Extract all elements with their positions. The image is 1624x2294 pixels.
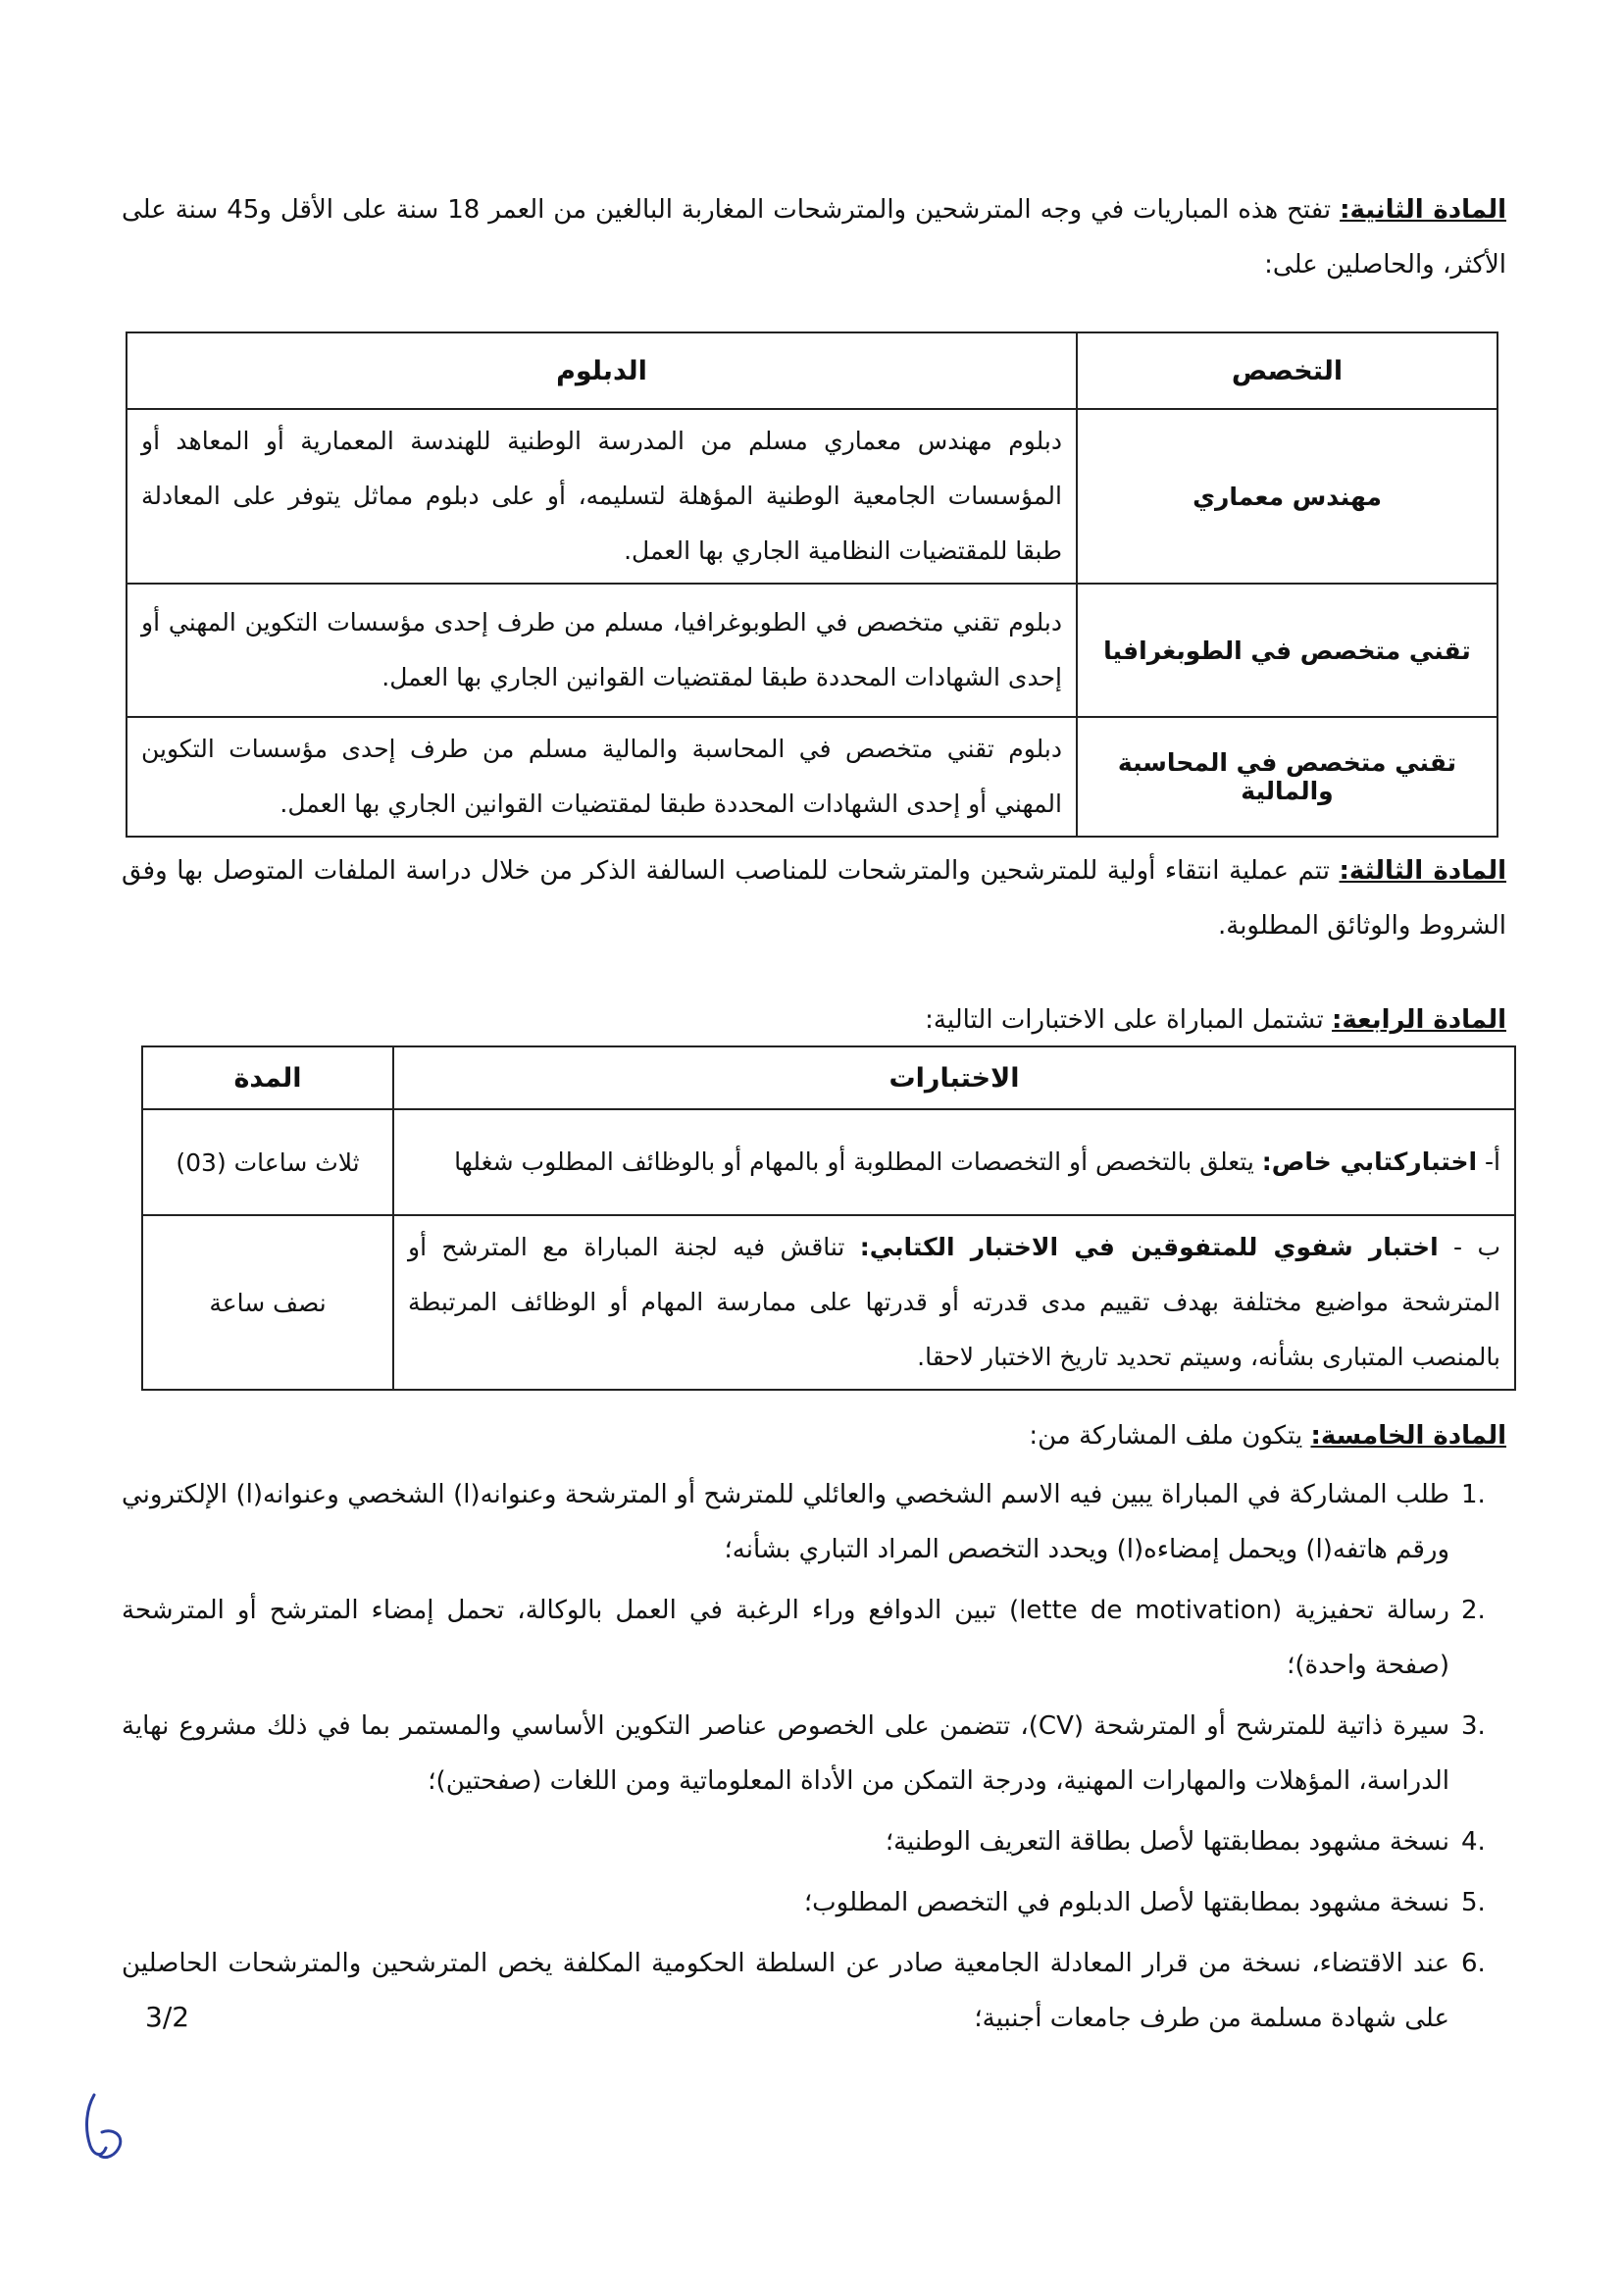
exam-cell: [393, 1109, 1515, 1215]
list-number: 5.: [1461, 1888, 1486, 1917]
list-number: 4.: [1461, 1827, 1486, 1857]
duration-cell: نصف ساعة: [142, 1215, 393, 1390]
table-row: [142, 1109, 1515, 1215]
list-item: [122, 1875, 1506, 1930]
article-4-text: تشتمل المباراة على الاختبارات التالية:: [925, 1005, 1333, 1035]
article-4-heading: المادة الرابعة:: [1332, 1005, 1506, 1035]
list-item: [122, 1814, 1506, 1869]
article-3-heading: المادة الثالثة:: [1339, 856, 1507, 886]
page-number: 3/2: [145, 2001, 190, 2033]
specialty-cell: تقني متخصص في المحاسبة والمالية: [1077, 717, 1497, 837]
list-item-text: نسخة مشهود بمطابقتها لأصل الدبلوم في التخصص المطلوب؛: [803, 1888, 1449, 1917]
exams-table: [141, 1045, 1516, 1391]
list-item: [122, 1467, 1506, 1577]
list-number: 2.: [1461, 1596, 1486, 1625]
list-number: 3.: [1461, 1711, 1486, 1741]
list-item: [122, 1699, 1506, 1809]
table-row: [127, 409, 1497, 584]
list-item-text: نسخة مشهود بمطابقتها لأصل بطاقة التعريف الوطنية؛: [885, 1827, 1449, 1857]
diploma-cell: دبلوم تقني متخصص في المحاسبة والمالية مسلم من طرف إحدى مؤسسات التكوين المهني أو إحدى الشهادات المحددة طبقا لمقتضيات القوانين الجاري بها العمل.: [127, 717, 1077, 837]
article-3-text: تتم عملية انتقاء أولية للمترشحين والمترشحات للمناصب السالفة الذكر من خلال دراسة الملفات المتوصل بها وفق الشروط والوثائق المطلوبة.: [122, 856, 1506, 941]
exam-title: اختبار شفوي للمتفوقين في الاختبار الكتابي:: [859, 1233, 1439, 1261]
specialty-cell: مهندس معماري: [1077, 409, 1497, 584]
exam-text: تناقش فيه لجنة المباراة مع المترشح أو المترشحة مواضيع مختلفة بهدف تقييم مدى قدرته أو قدرتها على ممارسة المهام أو الوظائف المرتبطة بالمنصب المتبارى بشأنه، وسيتم تحديد تاريخ الاختبار لاحقا.: [408, 1233, 1500, 1371]
header-specialty: التخصص: [1077, 332, 1497, 409]
list-item-text: سيرة ذاتية للمترشح أو المترشحة (CV)، تتضمن على الخصوص عناصر التكوين الأساسي والمستمر بما في ذلك مشروع نهاية الدراسة، المؤهلات والمهارات المهنية، ودرجة التمكن من الأداة المعلوماتية ومن اللغات (صفحتين)؛: [122, 1711, 1449, 1796]
exam-title: اختباركتابي خاص:: [1261, 1147, 1478, 1176]
article-2-text: تفتح هذه المباريات في وجه المترشحين والمترشحات المغاربة البالغين من العمر 18 سنة على الأقل و45 سنة على الأكثر، والحاصلين على:: [122, 195, 1506, 280]
table-row: [127, 584, 1497, 717]
diploma-table-header: [127, 332, 1497, 409]
list-number: 1.: [1461, 1480, 1486, 1509]
article-2-heading: المادة الثانية:: [1340, 195, 1506, 225]
list-item: [122, 1583, 1506, 1693]
article-5-heading: المادة الخامسة:: [1310, 1421, 1506, 1451]
list-item-text: طلب المشاركة في المباراة يبين فيه الاسم الشخصي والعائلي للمترشح أو المترشحة وعنوانه(ا) الشخصي وعنوانه(ا) الإلكتروني ورقم هاتفه(ا) ويحمل إمضاءه(ا) ويحدد التخصص المراد التباري بشأنه؛: [122, 1480, 1449, 1564]
article-5-text: يتكون ملف المشاركة من:: [1029, 1421, 1311, 1451]
list-item: [122, 1936, 1506, 2046]
list-item-text: عند الاقتضاء، نسخة من قرار المعادلة الجامعية صادر عن السلطة الحكومية المكلفة يخص المترشحين والمترشحات الحاصلين على شهادة مسلمة من طرف جامعات أجنبية؛: [122, 1949, 1449, 2033]
article-4: [122, 993, 1506, 1047]
signature-mark: [76, 2089, 145, 2167]
article-5: [122, 1408, 1506, 1463]
diploma-cell: دبلوم مهندس معماري مسلم من المدرسة الوطنية للهندسة المعمارية أو المعاهد أو المؤسسات الجامعية الوطنية المؤهلة لتسليمه، أو على دبلوم مماثل يتوفر على المعادلة طبقا للمقتضيات النظامية الجاري بها العمل.: [127, 409, 1077, 584]
table-row: [127, 717, 1497, 837]
diploma-cell: دبلوم تقني متخصص في الطوبوغرافيا، مسلم من طرف إحدى مؤسسات التكوين المهني أو إحدى الشهادات المحددة طبقا لمقتضيات القوانين الجاري بها العمل.: [127, 584, 1077, 717]
duration-cell: ثلاث ساعات (03): [142, 1109, 393, 1215]
specialty-cell: تقني متخصص في الطوبغرافيا: [1077, 584, 1497, 717]
exam-text: يتعلق بالتخصص أو التخصصات المطلوبة أو بالمهام أو بالوظائف المطلوب شغلها: [454, 1147, 1262, 1176]
article-3: [122, 843, 1506, 953]
exams-table-header: [142, 1046, 1515, 1109]
header-duration: المدة: [142, 1046, 393, 1109]
diploma-table: [126, 331, 1498, 838]
table-row: [142, 1215, 1515, 1390]
header-diploma: الدبلوم: [127, 332, 1077, 409]
header-exams: الاختبارات: [393, 1046, 1515, 1109]
exam-cell: [393, 1215, 1515, 1390]
list-item-text: رسالة تحفيزية (lette de motivation) تبين الدوافع وراء الرغبة في العمل بالوكالة، تحمل إمضاء المترشح أو المترشحة (صفحة واحدة)؛: [122, 1596, 1449, 1680]
exam-prefix: ب -: [1438, 1233, 1500, 1261]
exam-prefix: أ-: [1477, 1147, 1500, 1176]
required-documents-list: [122, 1467, 1506, 2052]
article-2: [122, 182, 1506, 292]
list-number: 6.: [1461, 1949, 1486, 1978]
